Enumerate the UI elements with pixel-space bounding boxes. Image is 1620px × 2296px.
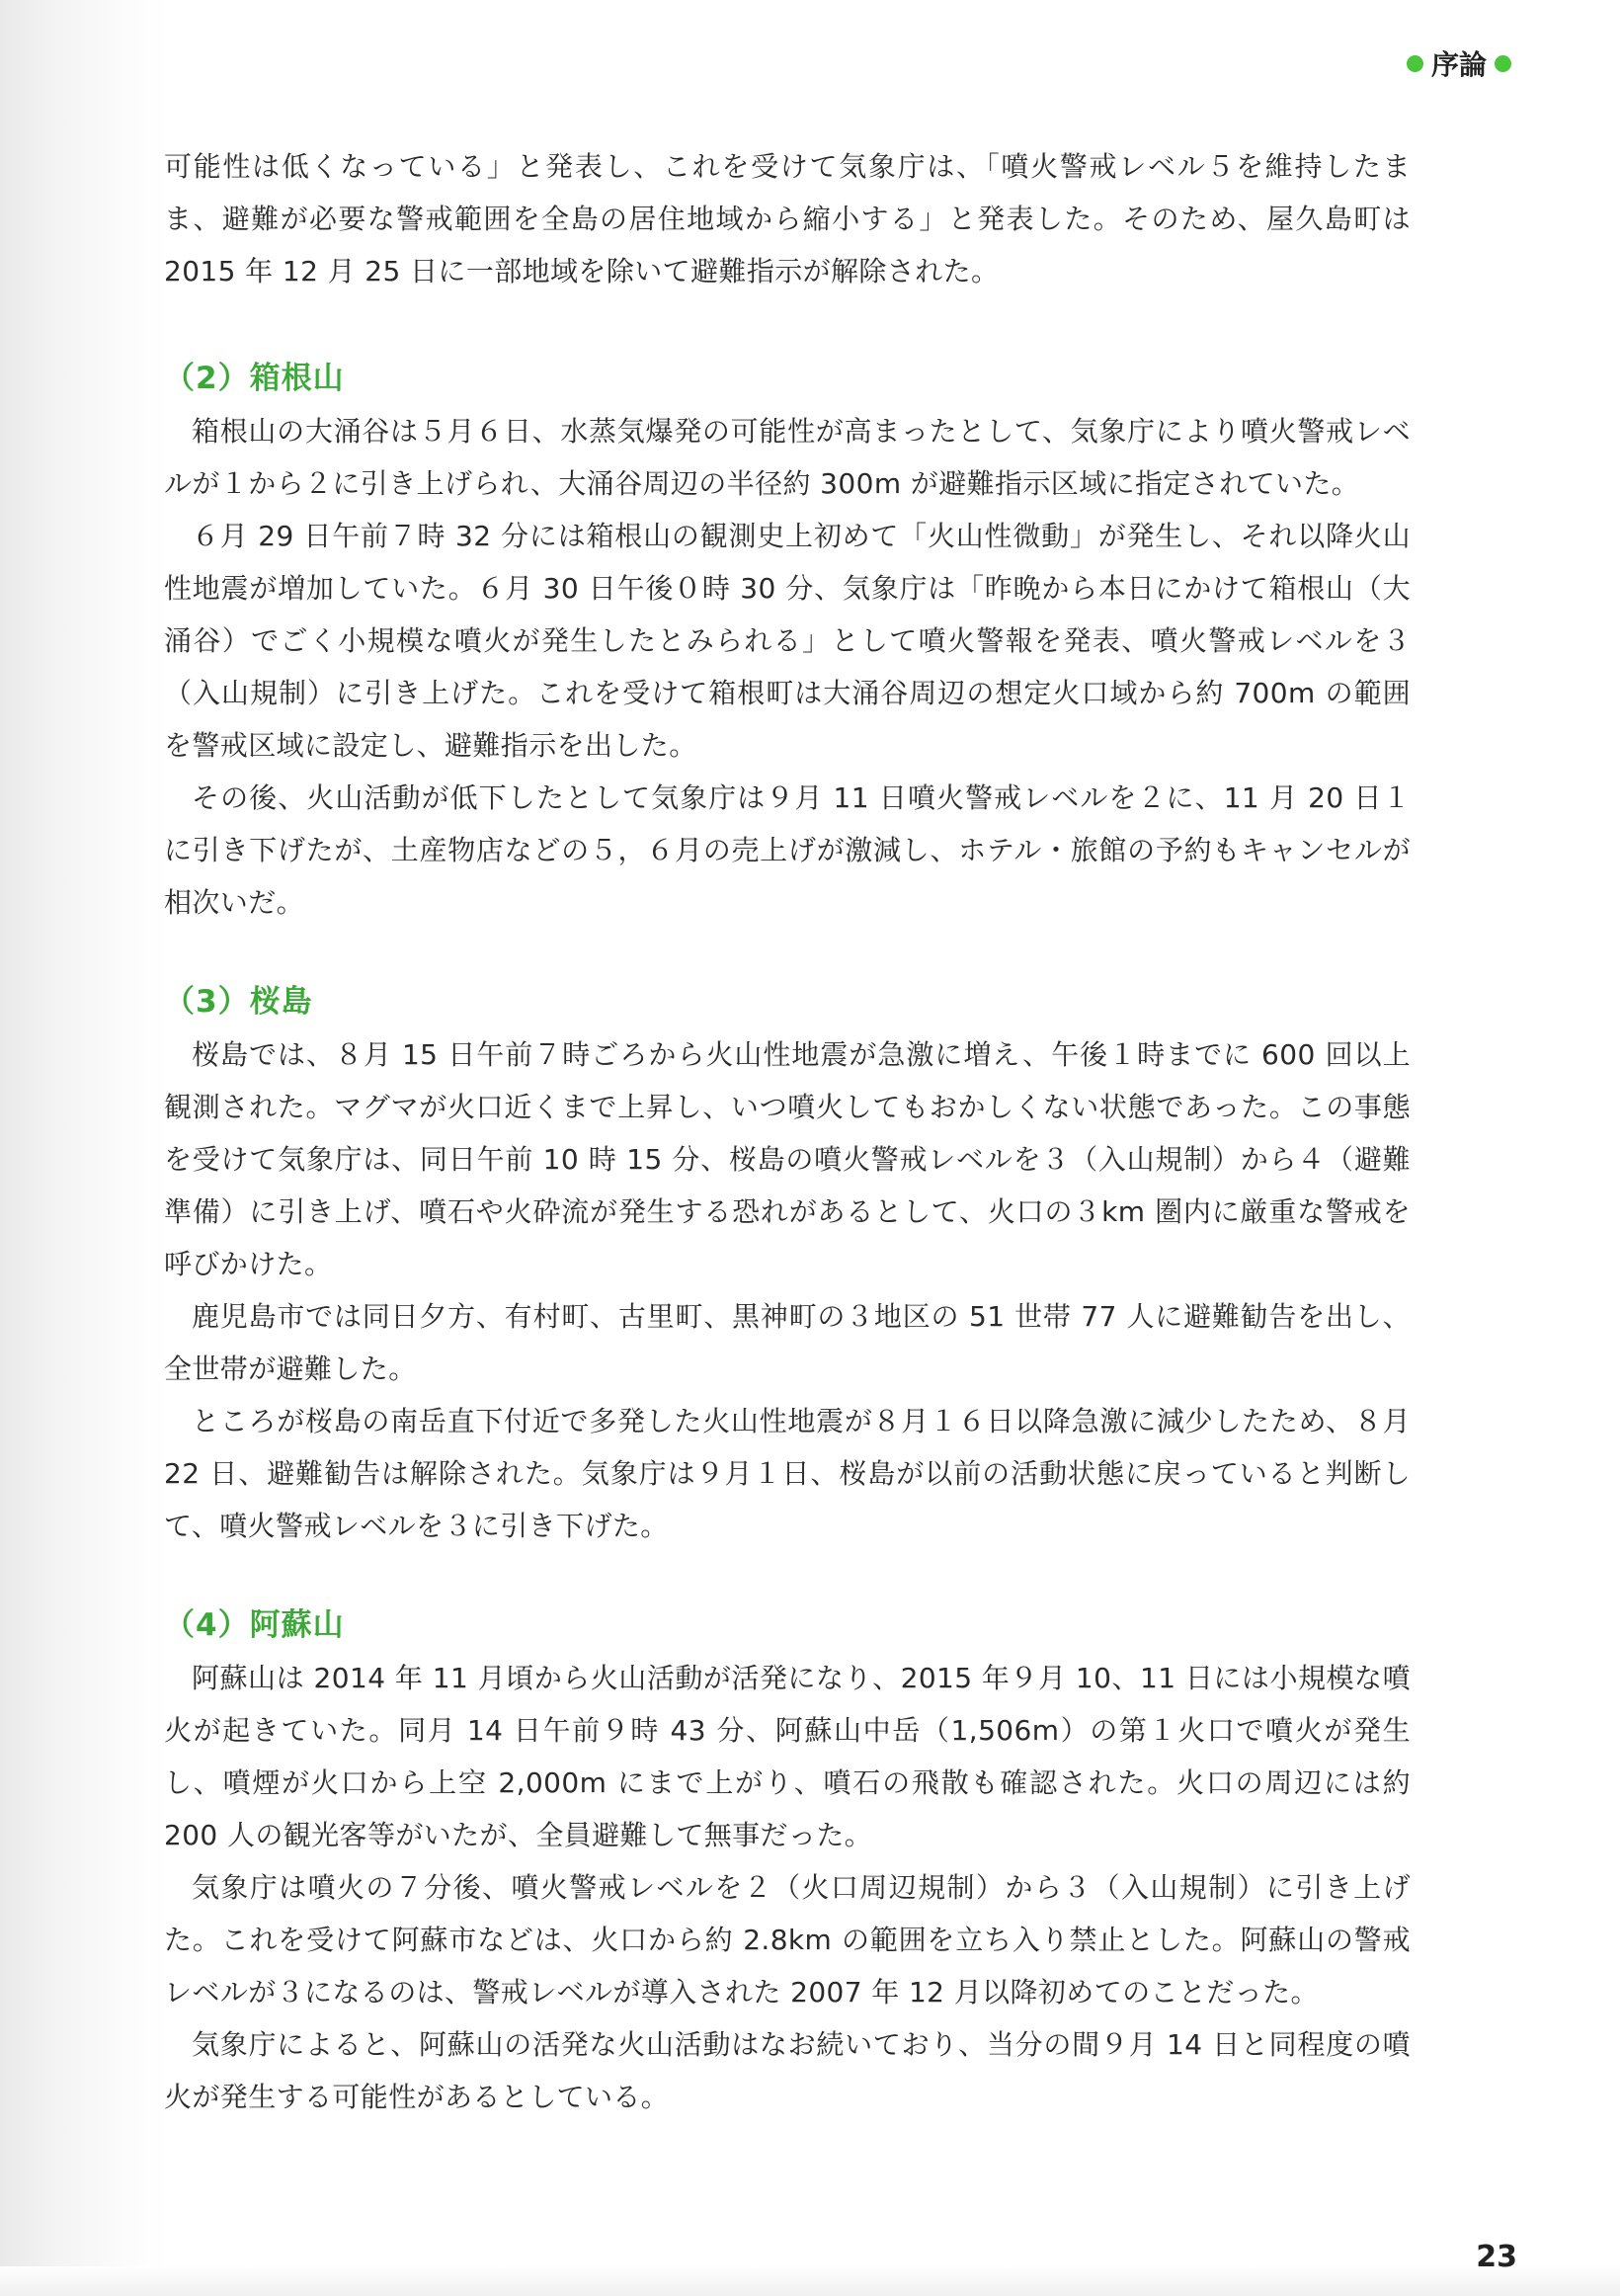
- body-paragraph: 気象庁によると、阿蘇山の活発な火山活動はなお続いており、当分の間９月 14 日と同程度の噴火が発生する可能性があるとしている。: [164, 2028, 1411, 2113]
- body-paragraph: 鹿児島市では同日夕方、有村町、古里町、黒神町の３地区の 51 世帯 77 人に避難勧告を出し、全世帯が避難した。: [164, 1300, 1411, 1385]
- section-hakone: [164, 353, 1411, 929]
- intro-paragraph: 可能性は低くなっている」と発表し、これを受けて気象庁は、「噴火警戒レベル５を維持したまま、避難が必要な警戒範囲を全島の居住地域から縮小する」と発表した。そのため、屋久島町は 2015 年 12 月 25 日に一部地域を除いて避難指示が解除された。: [164, 150, 1411, 287]
- body-paragraph: ６月 29 日午前７時 32 分には箱根山の観測史上初めて「火山性微動」が発生し、それ以降火山性地震が増加していた。６月 30 日午後０時 30 分、気象庁は「昨晩から本日にかけて箱根山（大涌谷）でごく小規模な噴火が発生したとみられる」として噴火警報を発表、噴火警戒レベルを３（入山規制）に引き上げた。これを受けて箱根町は大涌谷周辺の想定火口域から約 700m の範囲を警戒区域に設定し、避難指示を出した。: [164, 520, 1411, 762]
- page-gutter-shadow: [0, 0, 168, 2296]
- section-spacer: [164, 1552, 1411, 1599]
- section-tag-label: 序論: [1430, 48, 1487, 81]
- body-paragraph: 箱根山の大涌谷は５月６日、水蒸気爆発の可能性が高まったとして、気象庁により噴火警戒レベルが１から２に引き上げられ、大涌谷周辺の半径約 300m が避難指示区域に指定されていた。: [164, 415, 1411, 500]
- body-paragraph: 桜島では、８月 15 日午前７時ごろから火山性地震が急激に増え、午後１時までに 600 回以上観測された。マグマが火口近くまで上昇し、いつ噴火してもおかしくない状態であった。この事態を受けて気象庁は、同日午前 10 時 15 分、桜島の噴火警戒レベルを３（入山規制）から４（避難準備）に引き上げ、噴石や火砕流が発生する恐れがあるとして、火口の３km 圏内に厳重な警戒を呼びかけた。: [164, 1038, 1411, 1280]
- body-paragraph: 気象庁は噴火の７分後、噴火警戒レベルを２（火口周辺規制）から３（入山規制）に引き上げた。これを受けて阿蘇市などは、火口から約 2.8km の範囲を立ち入り禁止とした。阿蘇山の警戒レベルが３になるのは、警戒レベルが導入された 2007 年 12 月以降初めてのことだった。: [164, 1871, 1411, 2009]
- section-sakurajima: [164, 976, 1411, 1552]
- body-paragraph: その後、火山活動が低下したとして気象庁は９月 11 日噴火警戒レベルを２に、11 月 20 日１に引き下げたが、土産物店などの５，６月の売上げが激減し、ホテル・旅館の予約もキャンセルが相次いだ。: [164, 781, 1411, 919]
- section-tag: [1407, 43, 1511, 83]
- section-aso: [164, 1599, 1411, 2123]
- section-heading-hakone: （2）箱根山: [164, 361, 345, 396]
- section-spacer: [164, 297, 1411, 353]
- page-body: [164, 140, 1411, 2123]
- green-dot-icon: [1495, 55, 1511, 72]
- body-paragraph: 阿蘇山は 2014 年 11 月頃から火山活動が活発になり、2015 年９月 10、11 日には小規模な噴火が起きていた。同月 14 日午前９時 43 分、阿蘇山中岳（1,506m）の第１火口で噴火が発生し、噴煙が火口から上空 2,000m にまで上がり、噴石の飛散も確認された。火口の周辺には約 200 人の観光客等がいたが、全員避難して無事だった。: [164, 1662, 1411, 1851]
- section-spacer: [164, 929, 1411, 976]
- page-number: 23: [1476, 2240, 1517, 2274]
- section-heading-aso: （4）阿蘇山: [164, 1607, 345, 1643]
- page-bottom-shadow: [0, 2266, 1620, 2296]
- body-paragraph: ところが桜島の南岳直下付近で多発した火山性地震が８月１６日以降急激に減少したため、８月 22 日、避難勧告は解除された。気象庁は９月１日、桜島が以前の活動状態に戻っていると判断して、噴火警戒レベルを３に引き下げた。: [164, 1405, 1411, 1542]
- section-heading-sakurajima: （3）桜島: [164, 984, 313, 1020]
- green-dot-icon: [1407, 55, 1423, 72]
